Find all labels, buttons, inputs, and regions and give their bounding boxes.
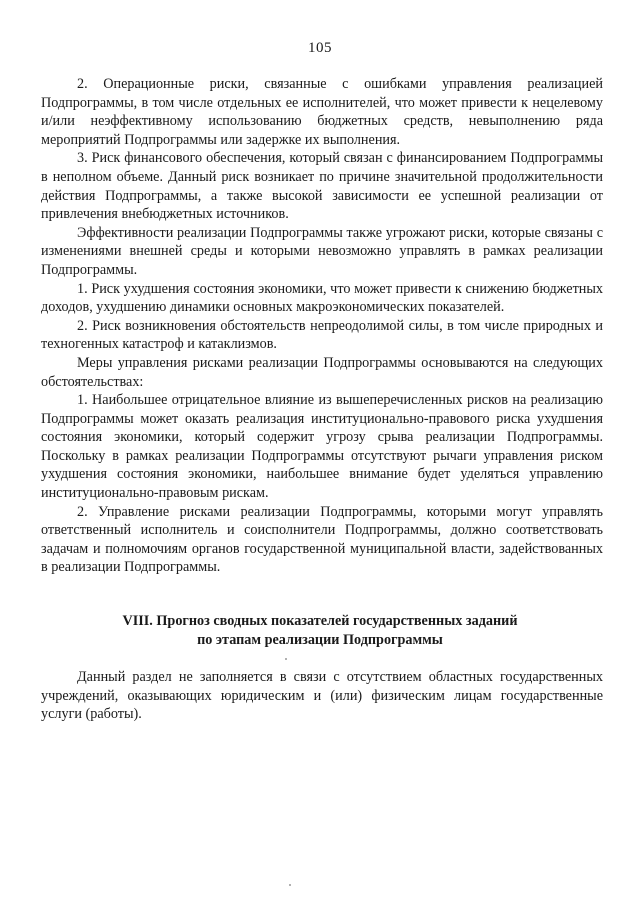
section-heading bbox=[0, 612, 640, 649]
paragraph-economic-risk: 1. Риск ухудшения состояния экономики, что может привести к снижению бюджетных доходов, ухудшению динамики основных макроэкономических показателей. bbox=[41, 280, 603, 316]
section-heading-line-2: по этапам реализации Подпрограммы bbox=[197, 631, 443, 648]
paragraph-risk-measures-intro: Меры управления рисками реализации Подпрограммы основываются на следующих обстоятельствах: bbox=[41, 354, 603, 390]
section-paragraph: Данный раздел не заполняется в связи с отсутствием областных государственных учреждений, оказывающих юридическим и (или) физическим лицам государственные услуги (работы). bbox=[41, 669, 603, 723]
scan-speck bbox=[289, 884, 291, 886]
section-heading-line-1: VIII. Прогноз сводных показателей государственных заданий bbox=[122, 613, 518, 629]
page-number: 105 bbox=[308, 40, 332, 56]
body-text bbox=[41, 75, 603, 577]
paragraph-force-majeure-risk: 2. Риск возникновения обстоятельств непреодолимой силы, в том числе природных и техногенных катастроф и катаклизмов. bbox=[41, 317, 603, 353]
scan-speck bbox=[285, 658, 287, 660]
paragraph-financial-risk: 3. Риск финансового обеспечения, который связан с финансированием Подпрограммы в неполном объеме. Данный риск возникает по причине значительной продолжительности действия Подпрограммы, а также высокой зависимости ее успешной реализации от привлечения внебюджетных источников. bbox=[41, 150, 603, 223]
paragraph-external-risks-intro: Эффективности реализации Подпрограммы также угрожают риски, которые связаны с изменениями внешней среды и которыми невозможно управлять в рамках реализации Подпрограммы. bbox=[41, 224, 603, 278]
paragraph-operational-risks: 2. Операционные риски, связанные с ошибками управления реализацией Подпрограммы, в том числе отдельных ее исполнителей, что может привести к нецелевому и/или неэффективному использованию бюджетных средств, невыполнению ряда мероприятий Подпрограммы или задержке их выполнения. bbox=[41, 76, 603, 148]
section-text bbox=[41, 668, 603, 724]
paragraph-measure-2: 2. Управление рисками реализации Подпрограммы, которыми могут управлять ответственный исполнитель и соисполнители Подпрограммы, должно соответствовать задачам и полномочиям органов государственной муниципальной власти, задействованных в реализации Подпрограммы. bbox=[41, 503, 603, 576]
paragraph-measure-1: 1. Наибольшее отрицательное влияние из вышеперечисленных рисков на реализацию Подпрограммы может оказать реализация институционально-правового риска ухудшения состояния экономики, который содержит угрозу срыва реализации Подпрограммы. Поскольку в рамках реализации Подпрограммы отсутствуют рычаги управления риском ухудшения состояния экономики, наибольшее внимание будет уделяться управлению институционально-правовым рискам. bbox=[41, 392, 603, 502]
